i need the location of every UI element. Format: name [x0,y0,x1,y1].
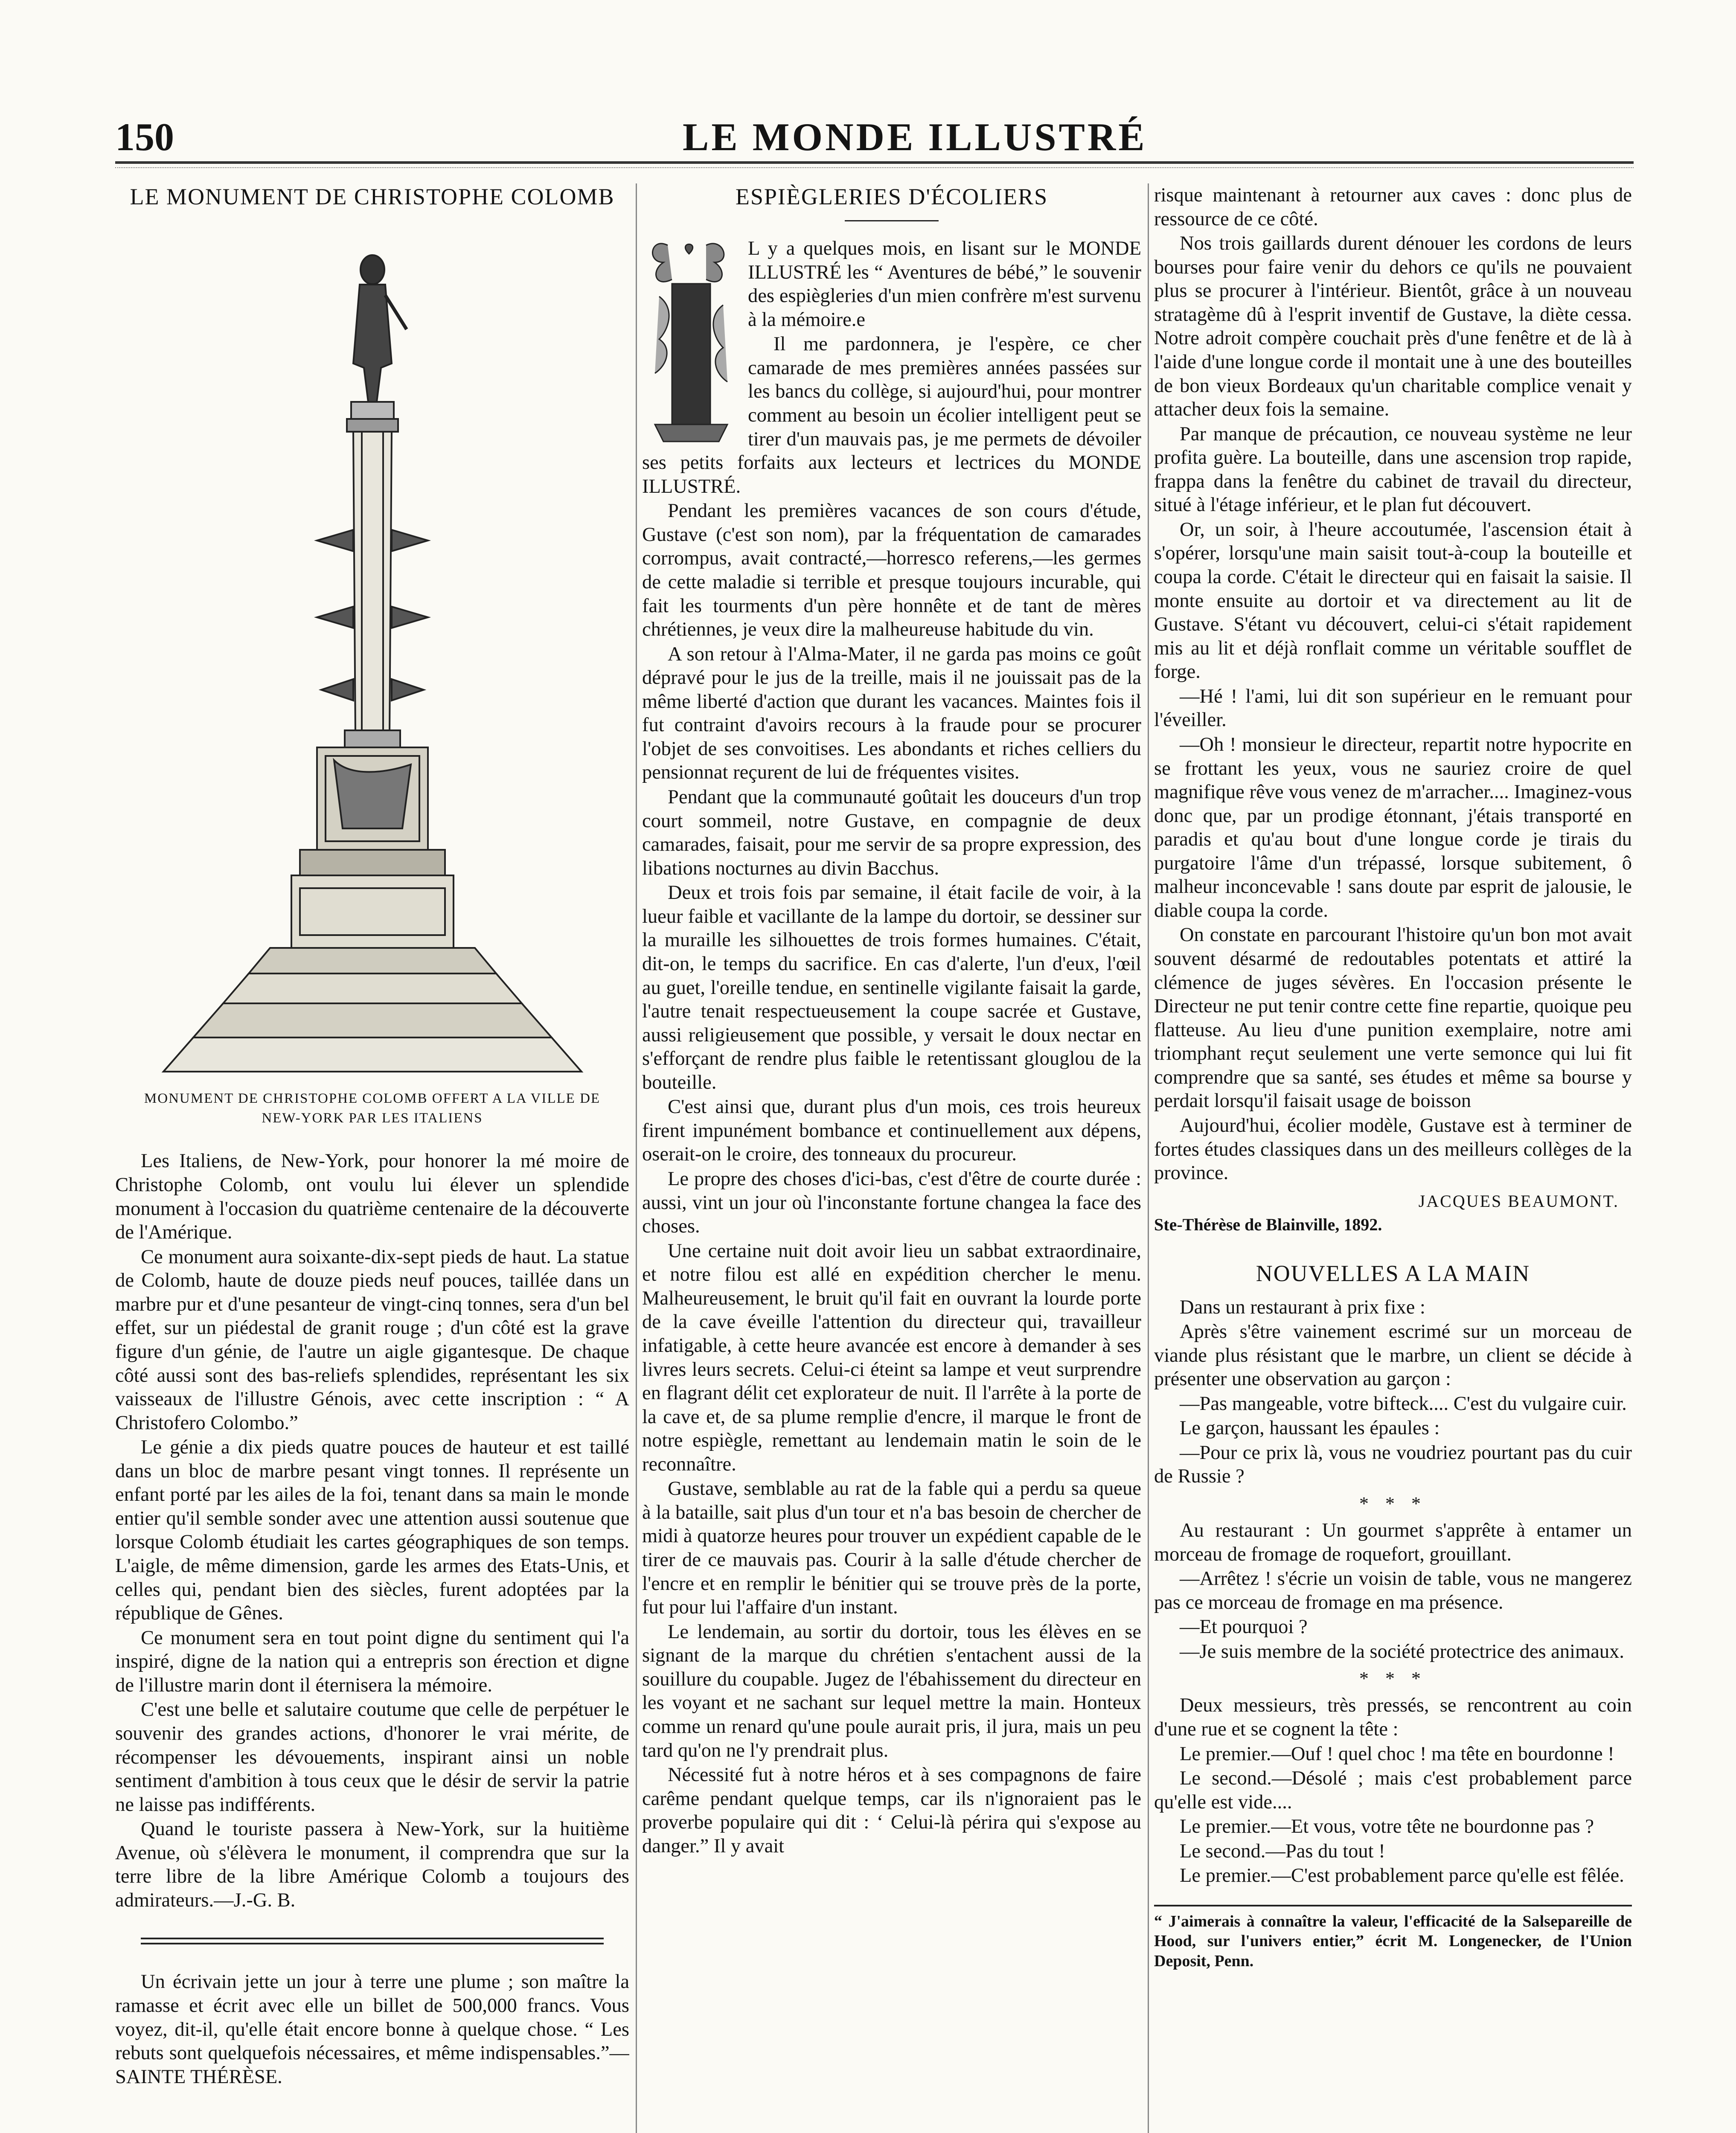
story-paragraph: A son retour à l'Alma-Mater, il ne garda pas moins ce goût dépravé pour le jus de la treille, mais il ne jouissait pas de la même liberté d'action que durant les vacances. Maintes fois il fut contraint d'avoirs recours à la fraude pour se procurer l'objet de ses convoitises. Les abondants et riches celliers du pensionnat reçurent de lui de fréquentes visites. [642,643,1141,784]
anecdote-paragraph: Un écrivain jette un jour à terre une plume ; son maître la ramasse et écrit avec elle un billet de 500,000 francs. Vous voyez, dit-il, qu'elle était encore bonne à quelque chose. “ Les rebuts sont quelquefois nécessaires, et même indispensables.”—SAINTE THÉRÈSE. [115,1971,629,2088]
nouvelle-line: Après s'être vainement escrimé sur un morceau de viande plus résistant que le marbre, un client se décide à présenter une observation au garçon : [1154,1321,1632,1390]
nouvelle-line: Le premier.—Ouf ! quel choc ! ma tête en bourdonne ! [1180,1743,1614,1765]
story-paragraph: risque maintenant à retourner aux caves : donc plus de ressource de ce côté. [1154,184,1632,230]
story-paragraph: Il me pardonnera, je l'espère, ce cher camarade de mes premières années passées sur les bancs du collège, si aujourd'hui, pour montrer comment au besoin un écolier intelligent peut se tirer d'un mauvais pas, je me permets de dévoiler ses petits forfaits aux lecteurs et lectrices du MONDE ILLUSTRÉ. [642,333,1141,497]
section-divider [141,1938,604,1944]
publication-title: LE MONDE ILLUSTRÉ [683,115,1147,159]
story-paragraph: Pendant que la communauté goûtait les douceurs d'un trop court sommeil, notre Gustave, en compagnie de deux camarades, faisait, pour me servir de sa propre expression, des libations nocturnes au divin Bacchus. [642,786,1141,879]
author-signature: JACQUES BEAUMONT. [1418,1191,1619,1211]
nouvelle-line: Le premier.—Et vous, votre tête ne bourdonne pas ? [1180,1816,1594,1838]
monument-paragraph: C'est une belle et salutaire coutume que celle de perpétuer le souvenir des grandes actions, d'honorer le vrai mérite, de récompenser les dévouements, inspirant ainsi un noble sentiment d'ambition à tous ceux que le désir de servir la patrie ne laisse pas indifférents. [115,1699,629,1816]
nouvelle-line: —Pour ce prix là, vous ne voudriez pourtant pas du cuir de Russie ? [1154,1441,1632,1488]
monument-paragraph: Ce monument aura soixante-dix-sept pieds de haut. La statue de Colomb, haute de douze pieds neuf pouces, taillée dans un marbre pur et d'une pesanteur de vingt-cinq tonnes, sera d'un bel effet, sur un piédestal de granit rouge ; d'un côté est la grave figure d'un génie, de l'autre un aigle gigantesque. De chaque côté aussi sont des bas-reliefs splendides, représentant les six vaisseaux de l'illustre Génois, avec cette inscription : “ A Christofero Colombo.” [115,1246,629,1434]
story-paragraph: —Hé ! l'ami, lui dit son supérieur en le remuant pour l'éveiller. [1154,685,1632,731]
story-paragraph: —Oh ! monsieur le directeur, repartit notre hypocrite en se frottant les yeux, vous ne sauriez croire de quel magnifique rêve vous venez de m'arracher.... Imaginez-vous donc que, par un prodige étonnant, j'étais transporté en paradis et qu'au bout d'une longue corde je tirais du purgatoire l'âme d'un trépassé, lorsque subitement, ô malheur inconcevable ! sans doute par esprit de jalousie, le diable coupa la corde. [1154,733,1632,921]
nouvelle-line: Le garçon, haussant les épaules : [1180,1417,1440,1439]
story-paragraph: L y a quelques mois, en lisant sur le MONDE ILLUSTRÉ les “ Aventures de bébé,” le souvenir des espiègleries d'un mien confrère m'est survenu à la mémoire.e [748,238,1141,331]
story-paragraph: Le lendemain, au sortir du dortoir, tous les élèves en se signant de la marque du chrétien s'entachent aussi de la souillure du coupable. Jugez de l'ébahissement du directeur en les voyant et ne sachant sur lequel mettre la main. Honteux comme un renard qu'une poule aurait pris, il jura, mais un peu tard qu'on ne l'y prendrait plus. [642,1621,1141,1761]
story-paragraph: Or, un soir, à l'heure accoutumée, l'ascension était à s'opérer, lorsqu'une main saisit tout-à-coup la bouteille et coupa la corde. C'était le directeur qui en faisait la saisie. Il monte ensuite au dortoir et va directement au lit de Gustave. S'étant vu découvert, celui-ci s'était rapidement mis au lit et déjà ronflait comme un véritable soufflet de forge. [1154,518,1632,683]
nouvelle-line: —Et pourquoi ? [1180,1616,1308,1638]
monument-paragraph: Le génie a dix pieds quatre pouces de hauteur et est taillé dans un bloc de marbre pesant vingt tonnes. Il représente un enfant porté par les ailes de la foi, tenant dans sa main le monde entier qu'il semble sonder avec une attention aussi soutenue que lorsque Colomb étudiait les cartes géographiques de son temps. L'aigle, de même dimension, garde les armes des Etats-Unis, et celles qui, pendant bien des siècles, furent adoptées par la république de Gênes. [115,1436,629,1624]
article-title-espiegleries: ESPIÈGLERIES D'ÉCOLIERS [735,184,1048,209]
story-paragraph: On constate en parcourant l'histoire qu'un bon mot avait souvent désarmé de redoutables potentats et attiré la clémence de juges sévères. En l'occasion présente le Directeur ne put tenir contre cette fine repartie, quoique peu flatteuse. Au lieu d'une punition exemplaire, notre ami triomphant reçut seulement une verte semonce qui lui fit comprendre que sa santé, ses études et même sa bourse y perdait lorsqu'il faisait usage de boisson [1154,924,1632,1112]
column-1 [115,183,629,2133]
asterism: * * * [1359,1493,1427,1514]
column-rule-2 [1148,183,1149,2133]
nouvelle-line: —Pas mangeable, votre bifteck.... C'est du vulgaire cuir. [1180,1392,1627,1415]
title-underline [845,220,939,221]
column-2 [642,183,1141,2133]
story-paragraph: Deux et trois fois par semaine, il était facile de voir, à la lueur faible et vacillante de la lampe du dortoir, se dessiner sur la muraille les silhouettes de trois formes humaines. C'était, dit-on, le temps du sacrifice. En cas d'alerte, l'un d'eux, l'œil au guet, l'oreille tendue, en sentinelle vigilante faisait la garde, l'autre tenait respectueusement la coupe sacrée et Gustave, aussi religieusement que possible, y versait le doux nectar en s'efforçant de rendre plus faible le retentissant glouglou de la bouteille. [642,882,1141,1093]
nouvelle-line: Le second.—Désolé ; mais c'est probablement parce qu'elle est vide.... [1154,1767,1632,1813]
story-paragraph: Nécessité fut à notre héros et à ses compagnons de faire carême pendant quelque temps, car ils n'ignoraient pas le proverbe populaire qui dit : ‘ Celui-là périra qui s'expose au danger.” Il y avait [642,1764,1141,1857]
story-paragraph: Par manque de précaution, ce nouveau système ne leur profita guère. La bouteille, dans une ascension trop rapide, frappa dans la fenêtre du cabinet de travail du directeur, situé à l'étage inférieur, et le plan fut découvert. [1154,423,1632,516]
nouvelle-line: Deux messieurs, très pressés, se rencontrent au coin d'une rue et se cognent la tête : [1154,1694,1632,1740]
column-3 [1154,183,1632,2133]
story-paragraph: Nos trois gaillards durent dénouer les cordons de leurs bourses pour faire venir du dehors ce qu'ils ne pouvaient plus se procurer à l'intérieur. Bientôt, grâce à un nouveau stratagème dû à l'esprit inventif de Gustave, la diète cessa. Notre adroit compère couchait près d'une fenêtre et de là à l'aide d'une longue corde il montait une à une des bouteilles de bon vieux Bordeaux qu'un charitable complice venait y attacher deux fois la semaine. [1154,232,1632,421]
nouvelle-line: Le premier.—C'est probablement parce qu'elle est fêlée. [1180,1865,1624,1887]
monument-paragraph: Les Italiens, de New-York, pour honorer la mé moire de Christophe Colomb, ont voulu lui élever un splendide monument à l'occasion du quatrième centenaire de la découverte de l'Amérique. [115,1150,629,1244]
story-paragraph: Aujourd'hui, écolier modèle, Gustave est à terminer de fortes études classiques dans un des meilleurs collèges de la province. [1154,1114,1632,1184]
nouvelle-line: —Arrêtez ! s'écrie un voisin de table, vous ne mangerez pas ce morceau de fromage en ma présence. [1154,1568,1632,1613]
monument-paragraph: Ce monument sera en tout point digne du sentiment qui l'a inspiré, digne de la nation qui a entrepris son érection et digne de l'illustre marin dont il éternisera la mémoire. [115,1627,629,1696]
monument-illustration [129,223,616,1076]
asterism: * * * [1359,1668,1427,1689]
decorative-initial-l [642,237,740,450]
story-paragraph: Le propre des choses d'ici-bas, c'est d'être de courte durée : aussi, vint un jour où l'inconstante fortune changea la face des choses. [642,1168,1141,1238]
section-title-nouvelles: NOUVELLES A LA MAIN [1256,1261,1530,1287]
column-rule-1 [636,183,637,2133]
nouvelle-line: Dans un restaurant à prix fixe : [1180,1296,1425,1318]
nouvelle-line: Le second.—Pas du tout ! [1180,1840,1385,1862]
nouvelle-line: Au restaurant : Un gourmet s'apprête à entamer un morceau de fromage de roquefort, grouillant. [1154,1520,1632,1565]
story-paragraph: Pendant les premières vacances de son cours d'étude, Gustave (c'est son nom), par la fréquentation de camarades corrompus, avait contracté,—horresco referens,—les germes de cette maladie si terrible et presque toujours incurable, qui fait les tourments d'un père honnête et de tant de mères chrétiennes, je veux dire la malheureuse habitude du vin. [642,500,1141,641]
monument-paragraph: Quand le touriste passera à New-York, sur la huitième Avenue, où s'élèvera le monument, il comprendra que sur la terre libre de la libre Amérique Colomb a toujours des admirateurs.—J.-G. B. [115,1818,629,1911]
story-paragraph: Une certaine nuit doit avoir lieu un sabbat extraordinaire, et notre filou est allé en expédition chercher le menu. Malheureusement, le bruit qu'il fait en ouvrant la lourde porte de la cave éveille l'attention du directeur qui, travailleur infatigable, à cette heure avancée est encore à demander à ses livres leurs secrets. Celui-ci éteint sa lampe et veut surprendre en flagrant délit cet explorateur de nuit. Il l'arrête à la porte de la cave et, de sa plume remplie d'encre, il marque le front de notre espiègle, remettant au lendemain matin le soin de le reconnaître. [642,1240,1141,1475]
header-rule-dotted [115,167,1634,168]
advertisement: “ J'aimerais à connaître la valeur, l'efficacité de la Salsepareille de Hood, sur l'univers entier,” écrit M. Longenecker, de l'Union Deposit, Penn. [1154,1905,1632,1971]
header-rule [115,161,1634,164]
place-date: Ste-Thérèse de Blainville, 1892. [1154,1215,1382,1234]
nouvelle-line: —Je suis membre de la société protectrice des animaux. [1180,1640,1625,1662]
figure-caption: MONUMENT DE CHRISTOPHE COLOMB OFFERT A LA VILLE DE NEW-YORK PAR LES ITALIENS [144,1091,601,1126]
article-title-monument: LE MONUMENT DE CHRISTOPHE COLOMB [130,184,615,209]
story-paragraph: C'est ainsi que, durant plus d'un mois, ces trois heureux firent impunément bombance et continuellement aux dépens, oserait-on le croire, des tonneaux du procureur. [642,1096,1141,1165]
page-number: 150 [115,115,174,159]
story-paragraph: Gustave, semblable au rat de la fable qui a perdu sa queue à la bataille, sait plus d'un tour et n'a bas besoin de chercher de midi à quatorze heures pour trouver un expédient capable de le tirer de ce mauvais pas. Courir à la salle d'étude chercher de l'encre et en remplir le bénitier qui se trouve près de la porte, fut pour lui l'affaire d'un instant. [642,1478,1141,1619]
